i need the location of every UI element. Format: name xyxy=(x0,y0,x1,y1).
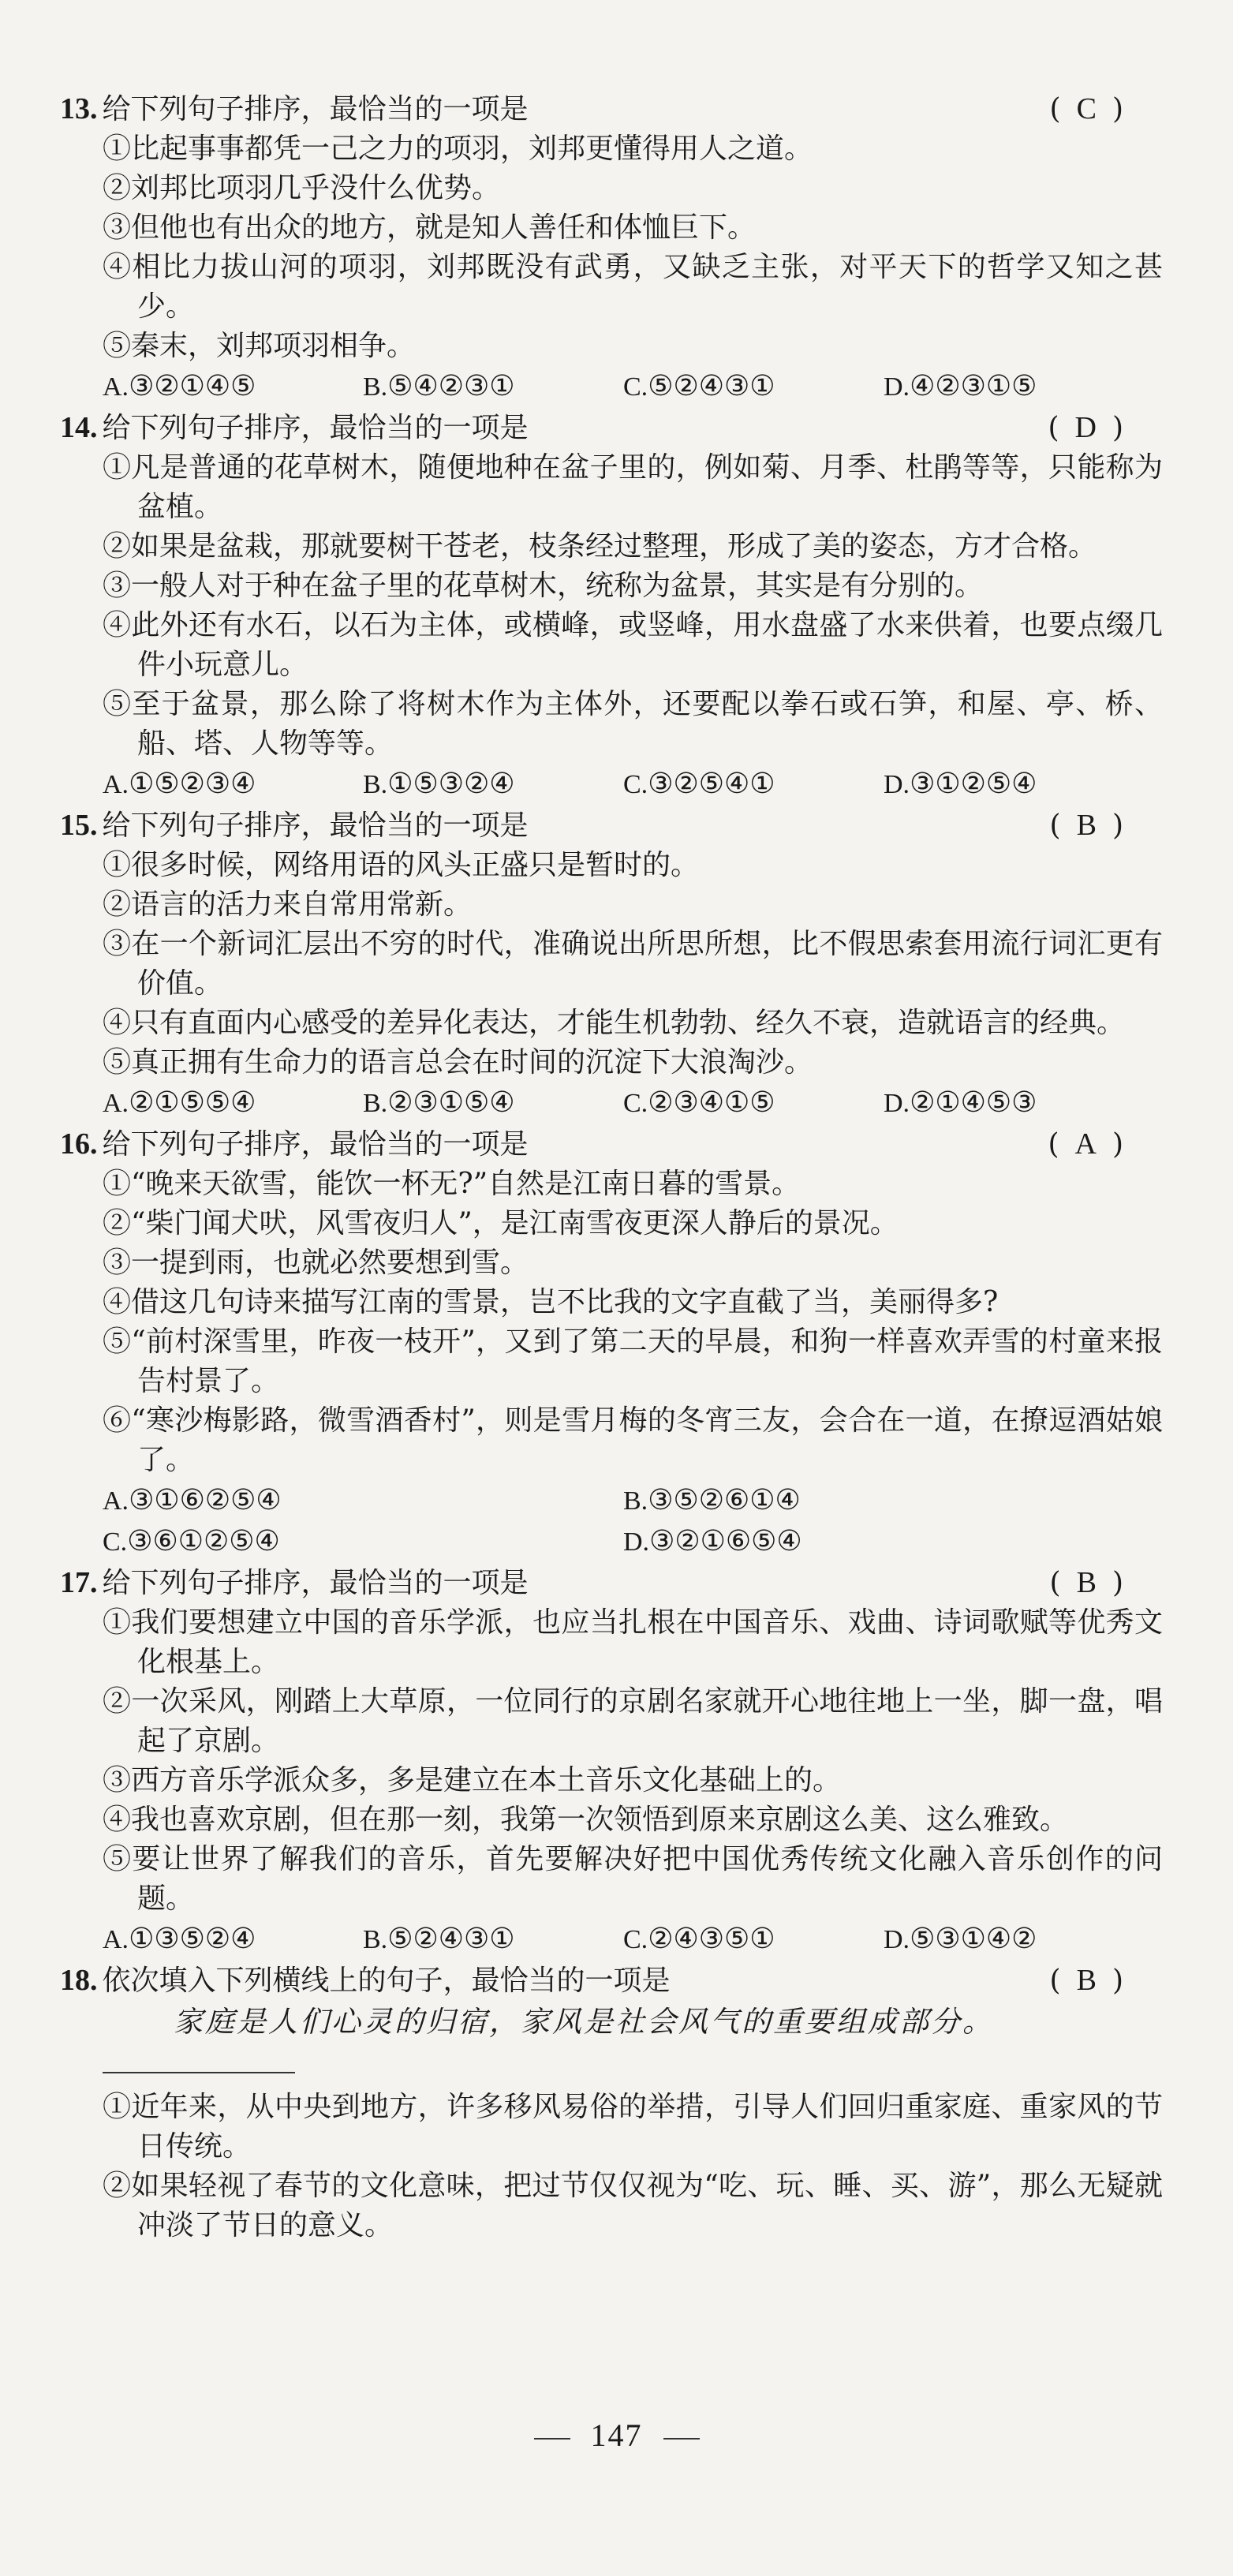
option-text: ⑤②④③① xyxy=(648,370,775,402)
option-d xyxy=(884,1919,1037,1961)
option-text: ⑤②④③① xyxy=(387,1923,515,1955)
question-prompt: 给下列句子排序，最恰当的一项是 xyxy=(102,809,529,842)
answer-letter: C xyxy=(1076,92,1098,125)
option-text: ①③⑤②④ xyxy=(129,1923,256,1955)
sentence-item: ④只有直面内心感受的差异化表达，才能生机勃勃、经久不衰，造就语言的经典。 xyxy=(103,1007,1126,1039)
question-number: 15. xyxy=(60,809,98,842)
option-text: ⑤③①④② xyxy=(910,1923,1037,1955)
answer-bracket: ( A ) xyxy=(1048,1127,1125,1161)
option-d xyxy=(623,1521,802,1563)
option-text: ⑤④②③① xyxy=(387,370,515,402)
question-number: 14. xyxy=(60,411,98,444)
question-prompt: 依次填入下列横线上的句子，最恰当的一项是 xyxy=(102,1965,671,1997)
sentence-item: ④相比力拔山河的项羽，刘邦既没有武勇，又缺乏主张，对平天下的哲学又知之甚少。 xyxy=(103,251,1163,323)
question-13 xyxy=(0,88,1233,407)
option-letter: A. xyxy=(103,1925,129,1954)
answer-options xyxy=(103,1082,1128,1123)
option-letter: A. xyxy=(103,1486,129,1516)
option-d xyxy=(884,764,1037,806)
option-text: ②④③⑤① xyxy=(648,1923,775,1955)
option-letter: C. xyxy=(623,372,648,402)
option-c xyxy=(623,366,775,408)
option-text: ②③①⑤④ xyxy=(387,1086,515,1119)
question-prompt: 给下列句子排序，最恰当的一项是 xyxy=(102,1128,529,1161)
option-a xyxy=(103,1480,282,1522)
option-text: ③⑥①②⑤④ xyxy=(127,1525,280,1557)
option-letter: B. xyxy=(363,770,388,799)
option-b xyxy=(623,1480,801,1522)
option-a xyxy=(103,1082,256,1124)
question-prompt: 给下列句子排序，最恰当的一项是 xyxy=(102,93,529,125)
question-header xyxy=(60,1960,1125,2001)
option-letter: B. xyxy=(623,1486,648,1516)
answer-letter: A xyxy=(1074,1127,1098,1161)
option-a xyxy=(103,366,256,408)
sentence-item: ①“晚来天欲雪，能饮一杯无?”自然是江南日暮的雪景。 xyxy=(103,1168,801,1200)
option-letter: D. xyxy=(884,770,910,799)
question-14 xyxy=(0,407,1233,805)
question-list xyxy=(0,88,1233,2245)
option-text: ③②①⑥⑤④ xyxy=(649,1525,802,1557)
option-letter: D. xyxy=(623,1527,650,1557)
sentence-item: ③在一个新词汇层出不穷的时代，准确说出所思所想，比不假思索套用流行词汇更有价值。 xyxy=(103,928,1163,1000)
answer-bracket: ( B ) xyxy=(1049,809,1125,842)
option-text: ②①⑤⑤④ xyxy=(129,1086,256,1119)
option-text: ①⑤②③④ xyxy=(129,768,256,800)
sentence-item: ②“柴门闻犬吠，风雪夜归人”，是江南雪夜更深人静后的景况。 xyxy=(103,1207,899,1239)
question-number: 17. xyxy=(60,1566,98,1599)
sentence-item: ③一般人对于种在盆子里的花草树木，统称为盆景，其实是有分别的。 xyxy=(103,570,984,602)
footer-dash-left xyxy=(534,2438,570,2440)
option-letter: D. xyxy=(884,1089,910,1118)
question-prompt: 给下列句子排序，最恰当的一项是 xyxy=(102,412,529,444)
answer-bracket: ( C ) xyxy=(1049,92,1125,125)
sentence-item: ⑤要让世界了解我们的音乐，首先要解决好把中国优秀传统文化融入音乐创作的问题。 xyxy=(103,1843,1163,1915)
question-17 xyxy=(0,1562,1233,1960)
answer-letter: D xyxy=(1074,411,1098,444)
sentence-item: ③一提到雨，也就必然要想到雪。 xyxy=(103,1247,529,1279)
option-text: ②③④①⑤ xyxy=(648,1086,775,1119)
question-header xyxy=(60,407,1125,448)
option-letter: D. xyxy=(884,372,910,402)
question-18 xyxy=(0,1960,1233,2245)
question-number: 18. xyxy=(60,1964,98,1997)
sentence-item: ④我也喜欢京剧，但在那一刻，我第一次领悟到原来京剧这么美、这么雅致。 xyxy=(103,1804,1069,1836)
sentence-item: ②一次采风，刚踏上大草原，一位同行的京剧名家就开心地往地上一坐，脚一盘，唱起了京剧。 xyxy=(103,1685,1163,1757)
option-c xyxy=(623,1082,775,1124)
question-header xyxy=(60,1123,1125,1165)
page-footer xyxy=(0,2417,1233,2454)
sentence-item: ⑤秦末，刘邦项羽相争。 xyxy=(103,330,416,362)
answer-letter: B xyxy=(1076,1964,1098,1997)
option-text: ③①⑥②⑤④ xyxy=(129,1484,282,1516)
sentence-item: ①很多时候，网络用语的风头正盛只是暂时的。 xyxy=(103,849,700,881)
page-number: 147 xyxy=(590,2417,643,2453)
option-letter: C. xyxy=(103,1527,128,1557)
option-text: ③①②⑤④ xyxy=(910,768,1037,800)
sentence-item: ①凡是普通的花草树木，随便地种在盆子里的，例如菊、月季、杜鹃等等，只能称为盆植。 xyxy=(103,451,1163,523)
question-16 xyxy=(0,1123,1233,1562)
option-letter: C. xyxy=(623,1925,648,1954)
option-c xyxy=(103,1521,280,1563)
passage-text: 家庭是人们心灵的归宿，家风是社会风气的重要组成部分。 xyxy=(174,2005,994,2039)
answer-options xyxy=(103,366,1128,407)
option-letter: D. xyxy=(884,1925,910,1954)
question-number: 16. xyxy=(60,1127,98,1161)
answer-options xyxy=(103,1919,1128,1960)
sentence-item: ②语言的活力来自常用常新。 xyxy=(103,888,473,921)
option-d xyxy=(884,1082,1037,1124)
option-text: ①⑤③②④ xyxy=(387,768,515,800)
sentence-item: ⑤至于盆景，那么除了将树木作为主体外，还要配以拳石或石笋，和屋、亭、桥、船、塔、人物等等。 xyxy=(103,688,1163,760)
question-prompt: 给下列句子排序，最恰当的一项是 xyxy=(102,1567,529,1599)
option-letter: B. xyxy=(363,1089,388,1118)
fill-in-blank-line xyxy=(103,2072,295,2073)
option-letter: A. xyxy=(103,1089,129,1118)
option-text: ③②①④⑤ xyxy=(129,370,256,402)
sentence-item: ⑤“前村深雪里，昨夜一枝开”，又到了第二天的早晨，和狗一样喜欢弄雪的村童来报告村景了。 xyxy=(103,1325,1163,1397)
option-c xyxy=(623,764,775,806)
option-letter: A. xyxy=(103,770,129,799)
option-b xyxy=(363,764,515,806)
sentence-item: ③但他也有出众的地方，就是知人善任和体恤巨下。 xyxy=(103,211,757,244)
answer-letter: B xyxy=(1076,809,1098,842)
question-15 xyxy=(0,805,1233,1123)
sentence-item: ①我们要想建立中国的音乐学派，也应当扎根在中国音乐、戏曲、诗词歌赋等优秀文化根基上。 xyxy=(103,1606,1163,1678)
option-a xyxy=(103,1919,256,1961)
option-b xyxy=(363,366,515,408)
option-d xyxy=(884,366,1037,408)
answer-bracket: ( B ) xyxy=(1049,1566,1125,1599)
option-a xyxy=(103,764,256,806)
option-text: ③⑤②⑥①④ xyxy=(648,1484,801,1516)
option-letter: C. xyxy=(623,1089,648,1118)
answer-options-row-2 xyxy=(103,1521,1128,1562)
question-number: 13. xyxy=(60,92,98,125)
sentence-item: ④借这几句诗来描写江南的雪景，岂不比我的文字直截了当，美丽得多? xyxy=(103,1286,999,1318)
sentence-item: ②如果轻视了春节的文化意味，把过节仅仅视为“吃、玩、睡、买、游”，那么无疑就冲淡了节日的意义。 xyxy=(103,2170,1163,2241)
option-text: ②①④⑤③ xyxy=(910,1086,1037,1119)
sentence-item: ④此外还有水石，以石为主体，或横峰，或竖峰，用水盘盛了水来供着，也要点缀几件小玩意儿。 xyxy=(103,609,1163,681)
answer-bracket: ( B ) xyxy=(1049,1964,1125,1997)
question-header xyxy=(60,88,1125,129)
answer-options xyxy=(103,764,1128,805)
option-c xyxy=(623,1919,775,1961)
sentence-item: ⑤真正拥有生命力的语言总会在时间的沉淀下大浪淘沙。 xyxy=(103,1046,813,1079)
sentence-item: ⑥“寒沙梅影路，微雪酒香村”，则是雪月梅的冬宵三友，会合在一道，在撩逗酒姑娘了。 xyxy=(103,1404,1163,1476)
answer-bracket: ( D ) xyxy=(1048,411,1125,444)
option-letter: B. xyxy=(363,1925,388,1954)
sentence-item: ②刘邦比项羽几乎没什么优势。 xyxy=(103,172,501,204)
sentence-item: ②如果是盆栽，那就要树干苍老，枝条经过整理，形成了美的姿态，方才合格。 xyxy=(103,530,1097,563)
option-text: ④②③①⑤ xyxy=(910,370,1037,402)
option-b xyxy=(363,1919,515,1961)
sentence-item: ①比起事事都凭一己之力的项羽，刘邦更懂得用人之道。 xyxy=(103,133,813,165)
answer-letter: B xyxy=(1076,1566,1098,1599)
answer-options-row-1 xyxy=(103,1480,1128,1521)
question-header xyxy=(60,1562,1125,1603)
question-header xyxy=(60,805,1125,846)
option-text: ③②⑤④① xyxy=(648,768,775,800)
footer-dash-right xyxy=(663,2438,700,2440)
option-b xyxy=(363,1082,515,1124)
option-letter: B. xyxy=(363,372,388,402)
sentence-item: ③西方音乐学派众多，多是建立在本土音乐文化基础上的。 xyxy=(103,1764,842,1796)
option-letter: C. xyxy=(623,770,648,799)
sentence-item: ①近年来，从中央到地方，许多移风易俗的举措，引导人们回归重家庭、重家风的节日传统。 xyxy=(103,2091,1163,2163)
option-letter: A. xyxy=(103,372,129,402)
